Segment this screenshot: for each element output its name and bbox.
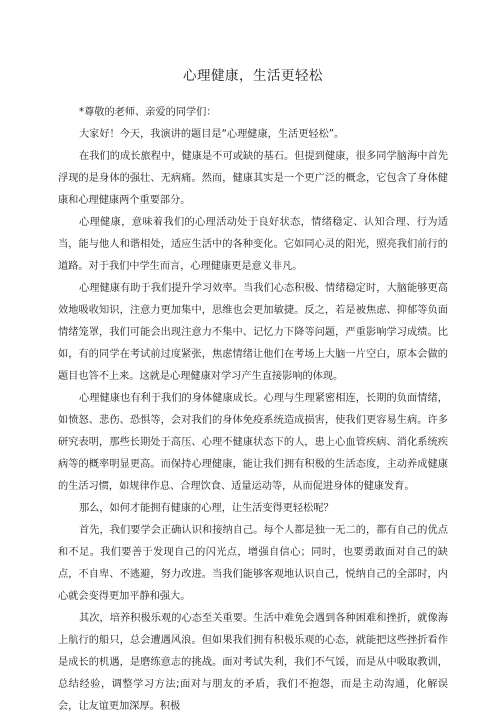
paragraph-first-accept-self: 首先，我们要学会正确认识和接纳自己。每个人都是独一无二的，都有自己的优点和不足。我们要善于发现自己的闪光点，增强自信心；同时，也要勇敢面对自己的缺点，不自卑、不逃避，努力改进。当我们能够客观地认识自己，悦纳自己的全部时，内心就会变得更加平静和强大。 <box>58 525 448 602</box>
document-title: 心理健康，生活更轻松 <box>183 68 323 84</box>
paragraph-learning-efficiency: 心理健康有助于我们提升学习效率。当我们心态积极、情绪稳定时，大脑能够更高效地吸收知识，注意力更加集中，思维也会更加敏捷。反之，若是被焦虑、抑郁等负面情绪笼罩，我们可能会出现注意力不集中、记忆力下降等问题，严重影响学习成绩。比如，有的同学在考试前过度紧张，焦虑情绪让他们在考场上大脑一片空白，原本会做的题目也答不上来。这就是心理健康对学习产生直接影响的体现。 <box>58 283 448 382</box>
paragraph-question: 那么，如何才能拥有健康的心理，让生活变得更轻松呢？ <box>79 503 334 514</box>
paragraph-second-positive-attitude: 其次，培养积极乐观的心态至关重要。生活中难免会遇到各种困难和挫折，就像海上航行的船只，总会遭遇风浪。但如果我们拥有积极乐观的心态，就能把这些挫折看作是成长的机遇，是磨练意志的挑战。面对考试失利，我们不气馁，而是从中吸取教训，总结经验，调整学习方法;面对与朋友的矛盾，我们不抱怨，而是主动沟通，化解误会，让友谊更加深厚。积极 <box>58 613 448 712</box>
paragraph-greeting: 大家好！今天，我演讲的题目是“心理健康，生活更轻松”。 <box>79 129 345 140</box>
paragraph-mental-health-definition: 心理健康，意味着我们的心理活动处于良好状态，情绪稳定、认知合理、行为适当，能与他人和谐相处，适应生活中的各种变化。它如同心灵的阳光，照亮我们前行的道路。对于我们中学生而言，心理健康更是意义非凡。 <box>58 217 448 272</box>
paragraph-salutation: *尊敬的老师、亲爱的同学们： <box>79 107 217 118</box>
paragraph-physical-growth: 心理健康也有利于我们的身体健康成长。心理与生理紧密相连，长期的负面情绪，如愤怒、悲伤、恐惧等，会对我们的身体免疫系统造成损害，使我们更容易生病。许多研究表明，那些长期处于高压、心理不健康状态下的人，患上心血管疾病、消化系统疾病等的概率明显更高。而保持心理健康，能让我们拥有积极的生活态度，主动养成健康的生活习惯，如规律作息、合理饮食、适量运动等，从而促进身体的健康发育。 <box>58 393 448 492</box>
paragraph-health-foundation: 在我们的成长旅程中，健康是不可或缺的基石。但提到健康，很多同学脑海中首先浮现的是身体的强壮、无病痛。然而，健康其实是一个更广泛的概念，它包含了身体健康和心理健康两个重要部分。 <box>58 151 448 206</box>
